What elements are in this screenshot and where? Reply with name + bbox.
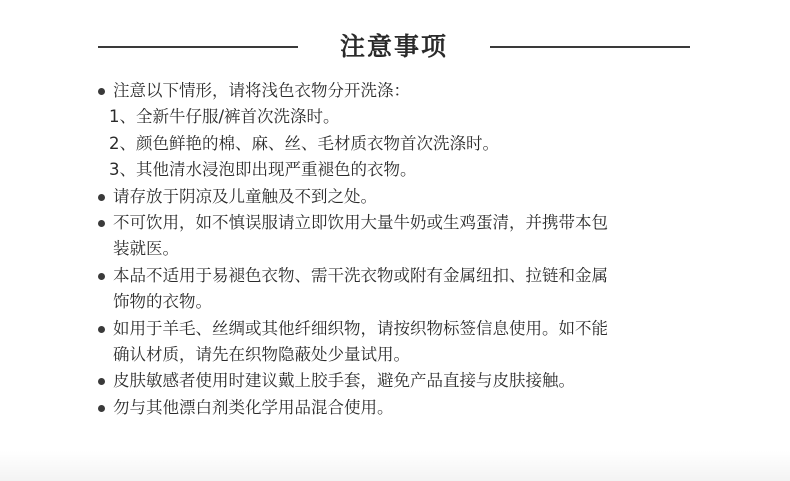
- notice-item: [96, 368, 736, 394]
- notice-text: 不可饮用，如不慎误服请立即饮用大量牛奶或生鸡蛋清，并携带本包: [113, 213, 608, 233]
- notice-item: [96, 184, 736, 210]
- notice-text: 装就医。: [113, 239, 179, 259]
- notice-item: [96, 78, 736, 104]
- notice-continuation: [96, 289, 736, 315]
- notice-text: 确认材质，请先在织物隐蔽处少量试用。: [113, 345, 410, 365]
- title-divider-right: [490, 46, 690, 48]
- notice-text: 如用于羊毛、丝绸或其他纤细织物，请按织物标签信息使用。如不能: [113, 318, 608, 338]
- bullet-dot-icon: [98, 220, 105, 227]
- notice-text: 3、其他清水浸泡即出现严重褪色的衣物。: [109, 160, 417, 180]
- notice-text: 2、颜色鲜艳的棉、麻、丝、毛材质衣物首次洗涤时。: [109, 133, 499, 153]
- notice-item: [96, 316, 736, 342]
- bullet-dot-icon: [98, 326, 105, 333]
- notice-subitem: [96, 131, 736, 157]
- bullet-dot-icon: [98, 273, 105, 280]
- notice-item: [96, 263, 736, 289]
- notice-text: 请存放于阴凉及儿童触及不到之处。: [113, 186, 377, 206]
- bullet-dot-icon: [98, 378, 105, 385]
- notice-list: [96, 78, 736, 421]
- notice-text: 皮肤敏感者使用时建议戴上胶手套，避免产品直接与皮肤接触。: [113, 371, 575, 391]
- title-divider-left: [98, 46, 298, 48]
- bullet-dot-icon: [98, 194, 105, 201]
- notice-text: 1、全新牛仔服/裤首次洗涤时。: [109, 107, 340, 127]
- notice-item: [96, 210, 736, 236]
- notice-text: 勿与其他漂白剂类化学用品混合使用。: [113, 397, 394, 417]
- notice-subitem: [96, 157, 736, 183]
- bottom-shadow: [0, 451, 790, 481]
- notice-subitem: [96, 104, 736, 130]
- notice-item: [96, 395, 736, 421]
- notice-text: 注意以下情形，请将浅色衣物分开洗涤：: [113, 81, 410, 100]
- page-title: 注意事项: [339, 32, 448, 61]
- notice-continuation: [96, 342, 736, 368]
- notice-text: 饰物的衣物。: [113, 292, 212, 312]
- header: [0, 22, 790, 72]
- notice-continuation: [96, 236, 736, 262]
- bullet-dot-icon: [98, 405, 105, 412]
- bullet-dot-icon: [98, 88, 105, 95]
- notice-text: 本品不适用于易褪色衣物、需干洗衣物或附有金属纽扣、拉链和金属: [113, 265, 608, 285]
